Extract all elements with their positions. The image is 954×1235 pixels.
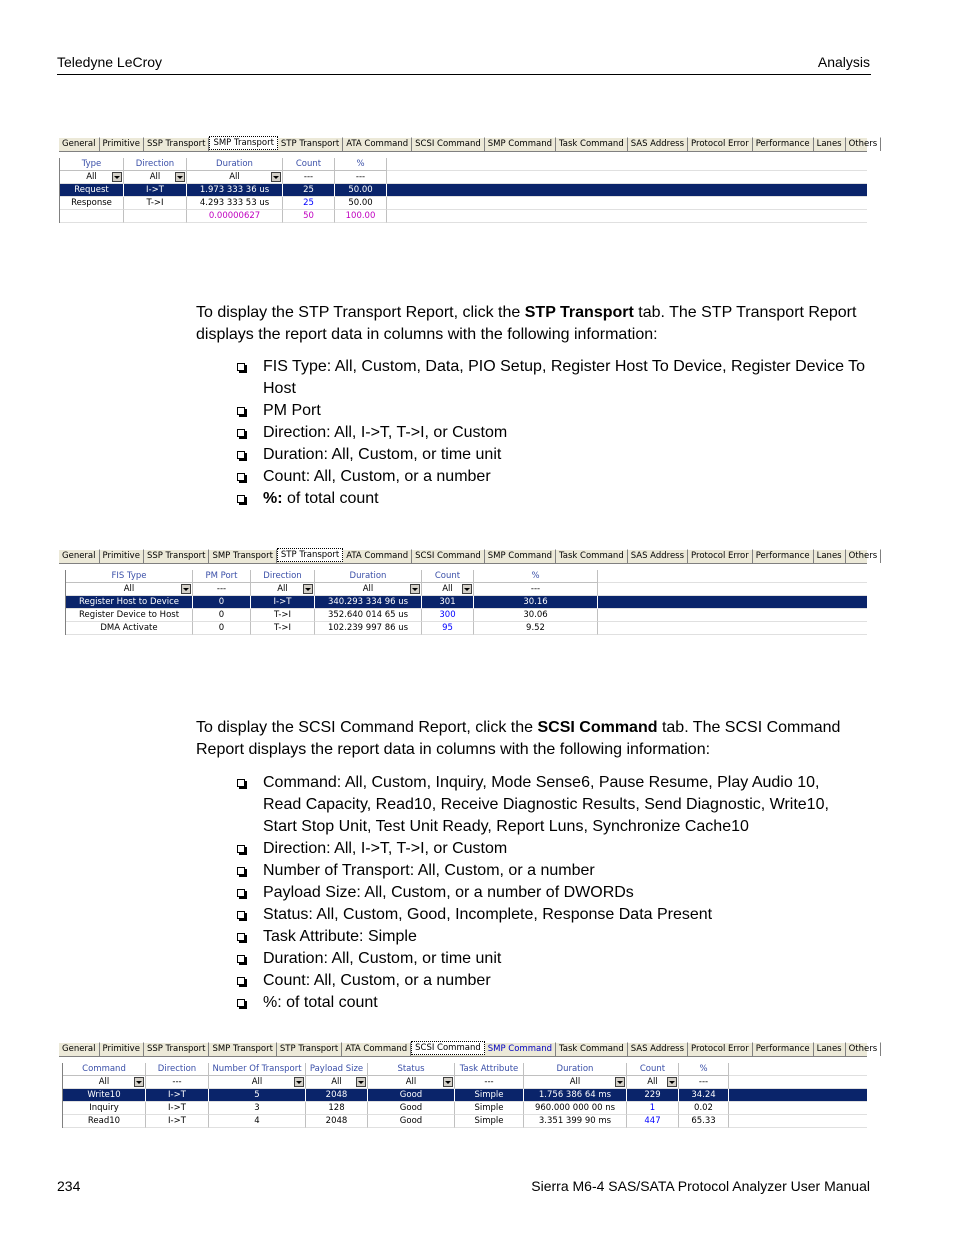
header-filler <box>729 1063 867 1076</box>
tab-smp-command[interactable]: SMP Command <box>485 137 556 151</box>
row-filler <box>729 1102 867 1115</box>
cell-command: Read10 <box>63 1115 146 1128</box>
tab-scsi-command[interactable]: SCSI Command <box>412 137 485 151</box>
totals-row <box>60 210 867 223</box>
cell-direction: I->T <box>146 1089 209 1102</box>
column-header[interactable]: Duration <box>524 1063 627 1076</box>
filter-value: --- <box>355 172 366 182</box>
filter-cell <box>474 583 598 596</box>
tab-general[interactable]: General <box>59 137 100 151</box>
dropdown-arrow-icon[interactable] <box>134 1077 144 1087</box>
cell-task-attribute: Simple <box>455 1102 524 1115</box>
cell-transport-count: 5 <box>209 1089 306 1102</box>
tab-general[interactable]: General <box>59 1042 100 1056</box>
cell-duration: 4.293 333 53 us <box>187 197 283 210</box>
list-item <box>237 838 857 860</box>
cell-percent: 65.33 <box>679 1115 729 1128</box>
column-header-row <box>66 570 867 583</box>
cell-total-direction <box>124 210 187 223</box>
cell-payload-size: 128 <box>306 1102 368 1115</box>
checkbox-bullet-icon <box>237 473 245 481</box>
cell-total-duration: 0.00000627 <box>187 210 283 223</box>
dropdown-arrow-icon[interactable] <box>294 1077 304 1087</box>
filter-cell <box>146 1076 209 1089</box>
tab-smp-transport[interactable]: SMP Transport <box>209 1042 276 1056</box>
column-header[interactable]: PM Port <box>193 570 251 583</box>
cell-direction: T->I <box>251 609 315 622</box>
cell-direction: I->T <box>146 1102 209 1115</box>
cell-total-percent: 100.00 <box>335 210 387 223</box>
running-header-left: Teledyne LeCroy <box>57 54 163 70</box>
filter-cell <box>283 171 335 184</box>
header-filler <box>598 570 867 583</box>
filter-filler <box>598 583 867 596</box>
list-item <box>237 356 877 400</box>
filter-value: --- <box>172 1077 182 1087</box>
column-header[interactable]: Direction <box>146 1063 209 1076</box>
column-header[interactable]: Duration <box>315 570 422 583</box>
scsi-intro-paragraph <box>196 717 876 761</box>
filter-value: All <box>149 172 161 182</box>
tab-protocol-error[interactable]: Protocol Error <box>688 1042 753 1056</box>
tab-lanes[interactable]: Lanes <box>814 1042 846 1056</box>
header-rule <box>57 74 871 75</box>
checkbox-bullet-icon <box>237 977 245 985</box>
tab-scsi-command[interactable]: SCSI Command <box>412 549 485 563</box>
cell-fis-type: Register Device to Host <box>66 609 193 622</box>
filter-value: --- <box>303 172 314 182</box>
checkbox-bullet-icon <box>237 495 245 503</box>
filter-value: All <box>98 1077 110 1087</box>
filter-row <box>63 1076 867 1089</box>
dropdown-arrow-icon[interactable] <box>462 584 472 594</box>
cell-percent: 30.16 <box>474 596 598 609</box>
table-row[interactable] <box>60 197 867 210</box>
tab-others[interactable]: Others <box>846 549 882 563</box>
list-item <box>237 904 857 926</box>
cell-payload-size: 2048 <box>306 1115 368 1128</box>
column-header[interactable]: Direction <box>251 570 315 583</box>
cell-fis-type: Register Host to Device <box>66 596 193 609</box>
cell-count: 300 <box>422 609 474 622</box>
column-header[interactable]: Status <box>368 1063 455 1076</box>
scsi-intro-text-before: To display the SCSI Command Report, click the <box>196 719 538 736</box>
stp-intro-paragraph <box>196 302 876 346</box>
tab-smp-transport[interactable]: SMP Transport <box>209 549 276 563</box>
list-item <box>237 860 857 882</box>
dropdown-arrow-icon[interactable] <box>356 1077 366 1087</box>
tab-smp-command[interactable]: SMP Command <box>485 549 556 563</box>
cell-count: 447 <box>627 1115 679 1128</box>
stp-intro-text-after: tab. The STP Transport Report displays the report data in columns with the following information: <box>196 304 857 343</box>
cell-duration: 1.973 333 36 us <box>187 184 283 197</box>
scsi-command-report <box>59 1042 878 1128</box>
column-header-row <box>60 158 867 171</box>
cell-command: Inquiry <box>63 1102 146 1115</box>
filter-value: All <box>362 584 374 594</box>
checkbox-bullet-icon <box>237 429 245 437</box>
checkbox-bullet-icon <box>237 407 245 415</box>
tab-ssp-transport[interactable]: SSP Transport <box>144 1042 210 1056</box>
checkbox-bullet-icon <box>237 363 245 371</box>
stp-intro-bold: STP Transport <box>524 304 634 321</box>
tab-general[interactable]: General <box>59 549 100 563</box>
filter-cell[interactable] <box>60 171 124 184</box>
row-filler <box>729 1115 867 1128</box>
tab-stp-transport[interactable]: STP Transport <box>277 548 343 562</box>
column-header[interactable]: % <box>679 1063 729 1076</box>
cell-status: Good <box>368 1115 455 1128</box>
table-row[interactable] <box>66 622 867 635</box>
dropdown-arrow-icon[interactable] <box>181 584 191 594</box>
page-number: 234 <box>57 1178 81 1194</box>
list-item <box>237 882 857 904</box>
dropdown-arrow-icon[interactable] <box>615 1077 625 1087</box>
cell-pm-port: 0 <box>193 622 251 635</box>
cell-type: Request <box>60 184 124 197</box>
report-tab-strip <box>59 137 878 152</box>
column-header[interactable]: Count <box>422 570 474 583</box>
bullet-text: Number of Transport: All, Custom, or a number <box>263 862 595 879</box>
dropdown-arrow-icon[interactable] <box>112 172 122 182</box>
checkbox-bullet-icon <box>237 867 245 875</box>
column-header[interactable]: % <box>335 158 387 171</box>
checkbox-bullet-icon <box>237 911 245 919</box>
tab-ata-command[interactable]: ATA Command <box>343 549 412 563</box>
tab-stp-transport[interactable]: STP Transport <box>277 1042 342 1056</box>
filter-cell[interactable] <box>524 1076 627 1089</box>
column-header[interactable]: Number Of Transport <box>209 1063 306 1076</box>
cell-duration: 340.293 334 96 us <box>315 596 422 609</box>
cell-direction: T->I <box>251 622 315 635</box>
cell-duration: 352.640 014 65 us <box>315 609 422 622</box>
scsi-intro-bold: SCSI Command <box>537 719 658 736</box>
tab-primitive[interactable]: Primitive <box>100 1042 144 1056</box>
checkbox-bullet-icon <box>237 779 245 787</box>
smp-transport-report <box>59 137 878 223</box>
filter-value: All <box>331 1077 342 1087</box>
table-row[interactable] <box>60 184 867 197</box>
cell-status: Good <box>368 1102 455 1115</box>
table-row[interactable] <box>63 1102 867 1115</box>
filter-value: All <box>405 1077 417 1087</box>
bullet-text: Duration: All, Custom, or time unit <box>263 950 502 967</box>
bullet-text: Duration: All, Custom, or time unit <box>263 446 502 463</box>
cell-total-type <box>60 210 124 223</box>
tab-lanes[interactable]: Lanes <box>814 137 846 151</box>
filter-value: --- <box>484 1077 494 1087</box>
filter-value: All <box>251 1077 263 1087</box>
cell-direction: I->T <box>124 184 187 197</box>
filter-value: All <box>86 172 97 182</box>
filter-filler <box>387 171 867 184</box>
cell-percent: 34.24 <box>679 1089 729 1102</box>
stp-transport-report <box>59 549 878 635</box>
report-grid <box>65 570 867 635</box>
filter-value: All <box>123 584 135 594</box>
list-item <box>237 970 857 992</box>
filter-cell[interactable] <box>63 1076 146 1089</box>
filter-value: --- <box>216 584 227 594</box>
tab-performance[interactable]: Performance <box>753 137 814 151</box>
filter-cell[interactable] <box>368 1076 455 1089</box>
filter-value: --- <box>530 584 541 594</box>
column-header[interactable]: Payload Size <box>306 1063 368 1076</box>
header-filler <box>387 158 867 171</box>
filter-cell <box>193 583 251 596</box>
cell-transport-count: 4 <box>209 1115 306 1128</box>
checkbox-bullet-icon <box>237 955 245 963</box>
tab-task-command[interactable]: Task Command <box>556 137 628 151</box>
bullet-bold: %: <box>263 490 283 507</box>
filter-value: All <box>647 1077 658 1087</box>
dropdown-arrow-icon[interactable] <box>303 584 313 594</box>
cell-command: Write10 <box>63 1089 146 1102</box>
column-header[interactable]: Duration <box>187 158 283 171</box>
tab-primitive[interactable]: Primitive <box>100 549 144 563</box>
filter-cell <box>455 1076 524 1089</box>
tab-ssp-transport[interactable]: SSP Transport <box>144 137 210 151</box>
running-header-right: Analysis <box>817 54 870 70</box>
cell-percent: 50.00 <box>335 197 387 210</box>
list-item <box>237 926 857 948</box>
bullet-text: Status: All, Custom, Good, Incomplete, Response Data Present <box>263 906 713 923</box>
cell-percent: 50.00 <box>335 184 387 197</box>
table-row[interactable] <box>63 1089 867 1102</box>
filter-value: All <box>229 172 240 182</box>
row-filler <box>387 210 867 223</box>
row-filler <box>387 197 867 210</box>
tab-performance[interactable]: Performance <box>753 549 814 563</box>
filter-row <box>66 583 867 596</box>
cell-count: 301 <box>422 596 474 609</box>
cell-duration: 1.756 386 64 ms <box>524 1089 627 1102</box>
cell-status: Good <box>368 1089 455 1102</box>
bullet-text: Count: All, Custom, or a number <box>263 972 491 989</box>
report-grid <box>62 1063 867 1128</box>
dropdown-arrow-icon[interactable] <box>271 172 281 182</box>
bullet-text: Command: All, Custom, Inquiry, Mode Sense6, Pause Resume, Play Audio 10, Read Capacity, Read10, Receive Diagnostic Results, Send Diagnostic, Write10, Start Stop Unit, Test Unit Ready, Report Luns, Synchronize Cache10 <box>263 774 829 835</box>
column-header[interactable]: % <box>474 570 598 583</box>
tab-scsi-command[interactable]: SCSI Command <box>411 1041 485 1055</box>
dropdown-arrow-icon[interactable] <box>175 172 185 182</box>
cell-direction: I->T <box>251 596 315 609</box>
checkbox-bullet-icon <box>237 451 245 459</box>
bullet-text: Payload Size: All, Custom, or a number of DWORDs <box>263 884 634 901</box>
cell-transport-count: 3 <box>209 1102 306 1115</box>
bullet-text: Count: All, Custom, or a number <box>263 468 491 485</box>
filter-cell[interactable] <box>251 583 315 596</box>
list-item <box>237 466 877 488</box>
tab-protocol-error[interactable]: Protocol Error <box>688 549 753 563</box>
column-header[interactable]: Count <box>283 158 335 171</box>
row-filler <box>729 1089 867 1102</box>
checkbox-bullet-icon <box>237 889 245 897</box>
filter-cell[interactable] <box>306 1076 368 1089</box>
tab-others[interactable]: Others <box>846 137 882 151</box>
tab-sas-address[interactable]: SAS Address <box>628 1042 688 1056</box>
list-item <box>237 772 857 838</box>
cell-count: 229 <box>627 1089 679 1102</box>
cell-direction: I->T <box>146 1115 209 1128</box>
list-item <box>237 444 877 466</box>
list-item <box>237 992 857 1014</box>
tab-protocol-error[interactable]: Protocol Error <box>688 137 753 151</box>
bullet-text: FIS Type: All, Custom, Data, PIO Setup, Register Host To Device, Register Device To Host <box>263 358 866 397</box>
scsi-intro-text-after: tab. The SCSI Command Report displays the report data in columns with the following information: <box>196 719 841 758</box>
cell-count: 25 <box>283 197 335 210</box>
bullet-text: PM Port <box>263 402 321 419</box>
cell-count: 95 <box>422 622 474 635</box>
filter-cell <box>679 1076 729 1089</box>
dropdown-arrow-icon[interactable] <box>667 1077 677 1087</box>
list-item <box>237 400 877 422</box>
tab-stp-transport[interactable]: STP Transport <box>278 137 343 151</box>
row-filler <box>598 622 867 635</box>
row-filler <box>598 596 867 609</box>
filter-value: --- <box>698 1077 709 1087</box>
column-header[interactable]: FIS Type <box>66 570 193 583</box>
cell-direction: T->I <box>124 197 187 210</box>
cell-count: 25 <box>283 184 335 197</box>
column-header[interactable]: Type <box>60 158 124 171</box>
cell-task-attribute: Simple <box>455 1115 524 1128</box>
filter-cell[interactable] <box>315 583 422 596</box>
column-header[interactable]: Direction <box>124 158 187 171</box>
tab-sas-address[interactable]: SAS Address <box>628 137 688 151</box>
column-header[interactable]: Task Attribute <box>455 1063 524 1076</box>
filter-value: All <box>277 584 288 594</box>
cell-percent: 30.06 <box>474 609 598 622</box>
tab-smp-transport[interactable]: SMP Transport <box>209 136 277 150</box>
cell-type: Response <box>60 197 124 210</box>
row-filler <box>387 184 867 197</box>
cell-pm-port: 0 <box>193 596 251 609</box>
tab-others[interactable]: Others <box>846 1042 882 1056</box>
stp-bullet-list <box>237 356 877 510</box>
filter-cell <box>335 171 387 184</box>
row-filler <box>598 609 867 622</box>
tab-primitive[interactable]: Primitive <box>100 137 144 151</box>
tab-smp-command[interactable]: SMP Command <box>485 1042 556 1056</box>
cell-duration: 960.000 000 00 ns <box>524 1102 627 1115</box>
report-grid <box>59 158 867 223</box>
table-row[interactable] <box>66 596 867 609</box>
checkbox-bullet-icon <box>237 999 245 1007</box>
filter-cell[interactable] <box>209 1076 306 1089</box>
cell-total-count: 50 <box>283 210 335 223</box>
tab-ata-command[interactable]: ATA Command <box>342 1042 411 1056</box>
report-tab-strip <box>59 549 878 564</box>
cell-duration: 102.239 997 86 us <box>315 622 422 635</box>
column-header-row <box>63 1063 867 1076</box>
table-row[interactable] <box>66 609 867 622</box>
filter-filler <box>729 1076 867 1089</box>
filter-row <box>60 171 867 184</box>
bullet-text: Task Attribute: Simple <box>263 928 417 945</box>
tab-ssp-transport[interactable]: SSP Transport <box>144 549 210 563</box>
bullet-text: of total count <box>282 490 379 507</box>
tab-sas-address[interactable]: SAS Address <box>628 549 688 563</box>
cell-fis-type: DMA Activate <box>66 622 193 635</box>
cell-percent: 0.02 <box>679 1102 729 1115</box>
tab-ata-command[interactable]: ATA Command <box>343 137 412 151</box>
filter-cell[interactable] <box>422 583 474 596</box>
dropdown-arrow-icon[interactable] <box>443 1077 453 1087</box>
filter-value: All <box>442 584 453 594</box>
tab-lanes[interactable]: Lanes <box>814 549 846 563</box>
tab-task-command[interactable]: Task Command <box>556 549 628 563</box>
filter-cell[interactable] <box>187 171 283 184</box>
list-item <box>237 488 877 510</box>
cell-count: 1 <box>627 1102 679 1115</box>
list-item <box>237 422 877 444</box>
table-row[interactable] <box>63 1115 867 1128</box>
checkbox-bullet-icon <box>237 933 245 941</box>
filter-value: All <box>569 1077 581 1087</box>
checkbox-bullet-icon <box>237 845 245 853</box>
report-tab-strip <box>59 1042 878 1057</box>
scsi-bullet-list <box>237 772 857 1014</box>
filter-cell[interactable] <box>627 1076 679 1089</box>
cell-task-attribute: Simple <box>455 1089 524 1102</box>
list-item <box>237 948 857 970</box>
cell-payload-size: 2048 <box>306 1089 368 1102</box>
cell-pm-port: 0 <box>193 609 251 622</box>
bullet-text: Direction: All, I->T, T->I, or Custom <box>263 424 508 441</box>
stp-intro-text-before: To display the STP Transport Report, click the <box>196 304 525 321</box>
manual-title: Sierra M6-4 SAS/SATA Protocol Analyzer User Manual <box>531 1178 870 1194</box>
filter-cell[interactable] <box>124 171 187 184</box>
bullet-text: %: of total count <box>263 994 378 1011</box>
column-header[interactable]: Count <box>627 1063 679 1076</box>
tab-performance[interactable]: Performance <box>753 1042 814 1056</box>
cell-duration: 3.351 399 90 ms <box>524 1115 627 1128</box>
filter-cell[interactable] <box>66 583 193 596</box>
tab-task-command[interactable]: Task Command <box>556 1042 628 1056</box>
dropdown-arrow-icon[interactable] <box>410 584 420 594</box>
column-header[interactable]: Command <box>63 1063 146 1076</box>
bullet-text: Direction: All, I->T, T->I, or Custom <box>263 840 508 857</box>
cell-percent: 9.52 <box>474 622 598 635</box>
